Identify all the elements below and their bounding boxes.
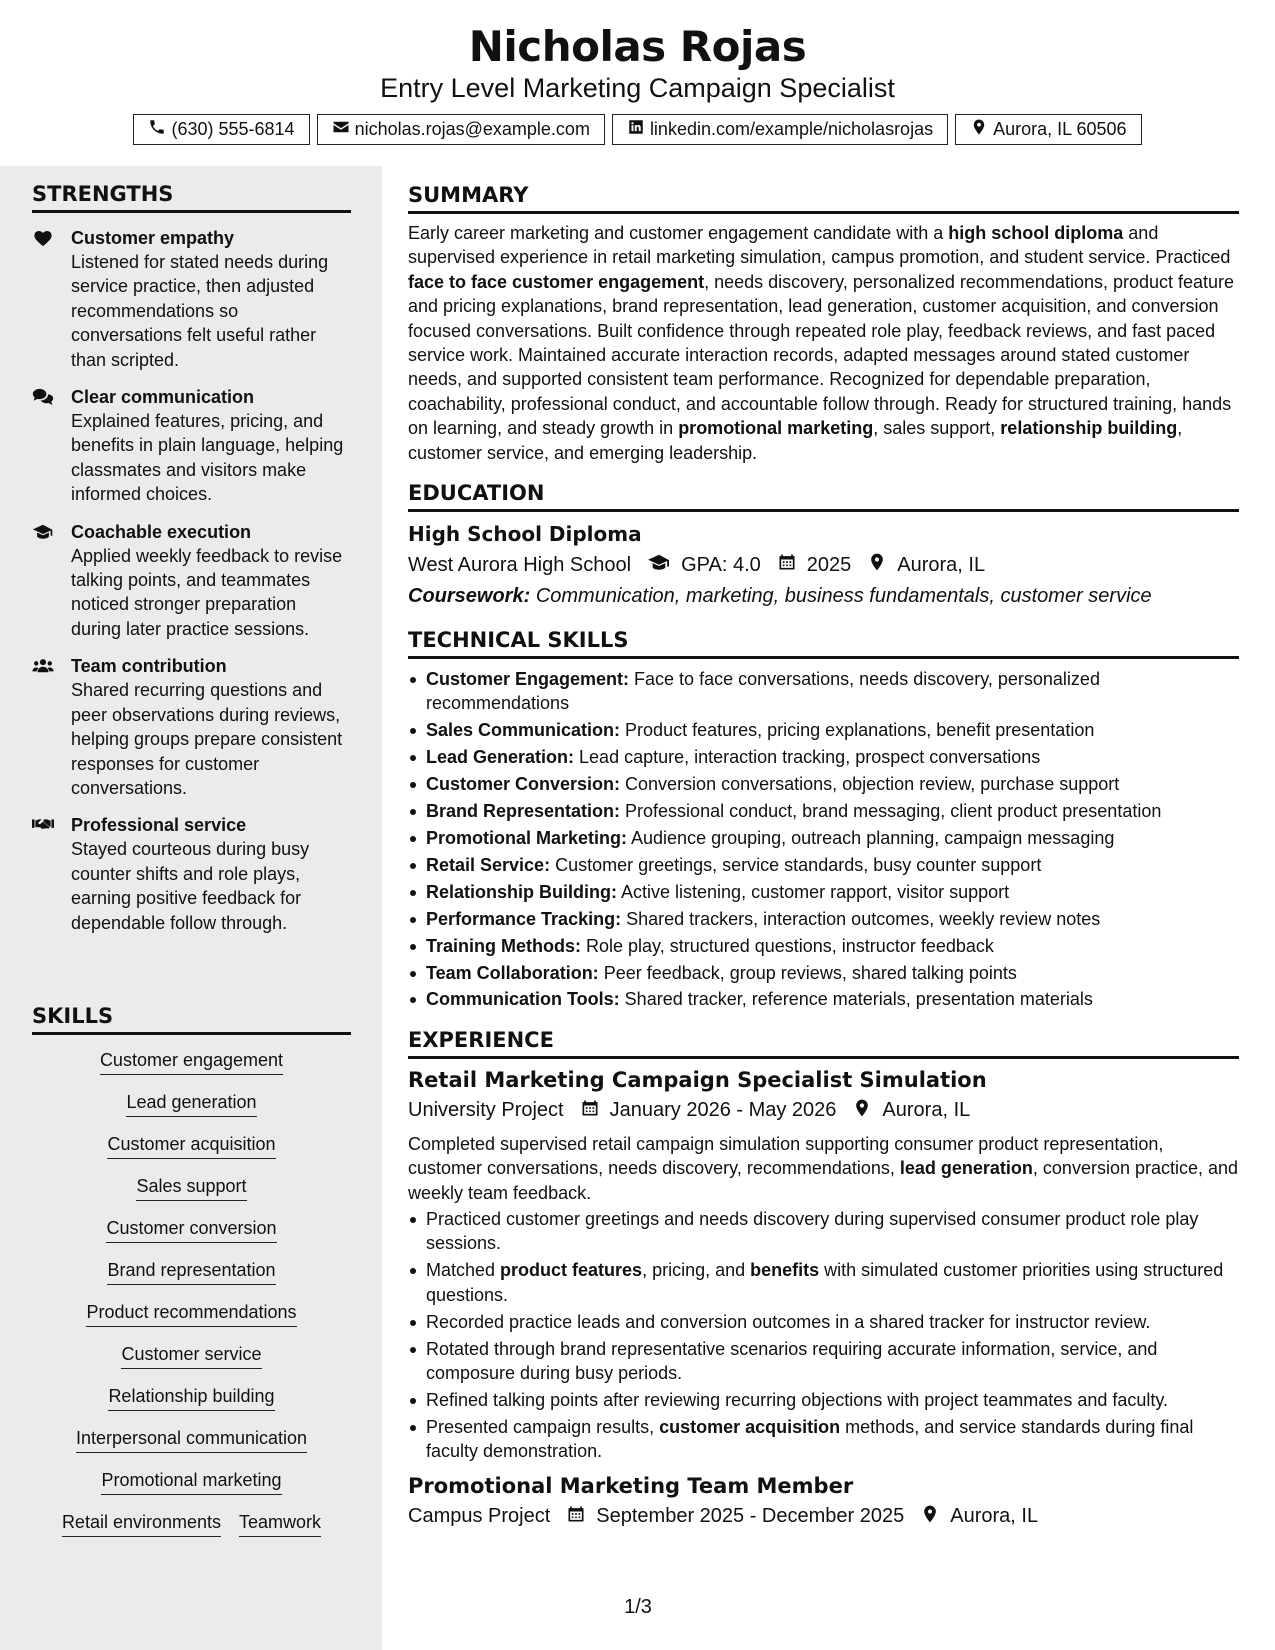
strength-item bbox=[32, 385, 351, 507]
technical-skill-item bbox=[408, 934, 1239, 958]
contact-linkedin-text: linkedin.com/example/nicholasrojas bbox=[649, 119, 934, 139]
text-run: , sales support, bbox=[873, 418, 1001, 439]
technical-skill-text: Audience grouping, outreach planning, campaign messaging bbox=[627, 828, 1115, 848]
page-number: 1/3 bbox=[624, 1596, 652, 1618]
summary-heading: SUMMARY bbox=[408, 183, 1239, 214]
location-pin-icon bbox=[852, 1098, 872, 1124]
technical-skill-text: Role play, structured questions, instructor feedback bbox=[581, 935, 994, 956]
skill-tag: Retail environments bbox=[62, 1511, 221, 1537]
technical-skill-item bbox=[408, 987, 1239, 1011]
emphasis-text: lead generation bbox=[899, 1158, 1033, 1179]
phone-icon bbox=[148, 118, 166, 141]
contact-linkedin[interactable] bbox=[612, 114, 948, 145]
text-run: Early career marketing and customer engagement candidate with a bbox=[408, 223, 949, 243]
technical-skill-label: Brand Representation: bbox=[426, 801, 621, 822]
contact-location bbox=[955, 114, 1141, 145]
job-org: Campus Project bbox=[408, 1505, 551, 1528]
technical-skill-item bbox=[408, 772, 1239, 796]
graduation-cap-icon bbox=[647, 552, 671, 578]
technical-skill-text: Face to face conversations, needs discovery, personalized recommendations bbox=[426, 669, 1100, 714]
text-run: , needs discovery, personalized recommendations, product feature and pricing explanations, brand representation, lead generation, customer acquisition, and conversion focused conversations. Built confidence through repeated role play, feedback reviews, and fast paced service work. Maintained accurate interaction records, adapted messages around stated customer needs, and supported consistent team performance. Recognized for dependable preparation, coachability, professional conduct, and accountable follow through. Ready for structured training, hands on learning, and steady growth in bbox=[408, 271, 1235, 439]
skill-tag: Customer engagement bbox=[100, 1049, 283, 1075]
text-run: and supervised experience in retail marketing simulation, campus promotion, and student service. Practiced bbox=[408, 223, 1231, 268]
education-section bbox=[408, 481, 1239, 608]
technical-skills-section bbox=[408, 628, 1239, 1012]
job-entry bbox=[408, 1068, 1239, 1464]
emphasis-text: face to face customer engagement bbox=[408, 271, 705, 292]
degree-title: High School Diploma bbox=[408, 522, 642, 547]
emphasis-text: high school diploma bbox=[948, 223, 1124, 243]
strength-item bbox=[32, 226, 351, 372]
skill-tag: Sales support bbox=[136, 1175, 246, 1201]
envelope-icon bbox=[332, 118, 350, 141]
job-title: Promotional Marketing Team Member bbox=[408, 1473, 854, 1498]
skill-tag: Interpersonal communication bbox=[76, 1427, 307, 1453]
strength-title: Customer empathy bbox=[71, 228, 235, 248]
text-run: , conversion practice, and weekly team feedback. bbox=[408, 1158, 1239, 1203]
job-dates: January 2026 - May 2026 bbox=[609, 1099, 837, 1122]
graduation-cap-icon bbox=[32, 522, 54, 541]
skill-tag: Customer acquisition bbox=[107, 1133, 275, 1159]
job-location: Aurora, IL bbox=[950, 1505, 1039, 1528]
technical-skills-heading: TECHNICAL SKILLS bbox=[408, 628, 1239, 659]
text-run: , customer service, and emerging leadership. bbox=[408, 418, 1183, 463]
technical-skill-text: Professional conduct, brand messaging, client product presentation bbox=[620, 801, 1162, 822]
gpa: GPA: 4.0 bbox=[681, 553, 761, 576]
job-bullet bbox=[408, 1310, 1239, 1334]
skill-tag: Product recommendations bbox=[86, 1301, 296, 1327]
technical-skill-label: Promotional Marketing: bbox=[426, 828, 628, 848]
technical-skill-label: Training Methods: bbox=[426, 935, 581, 956]
skills-list bbox=[32, 1049, 351, 1537]
text-run: Rotated through brand representative scenarios requiring accurate information, service, and composure during busy periods. bbox=[426, 1338, 1158, 1383]
text-run: , pricing, and bbox=[642, 1260, 751, 1281]
emphasis-text: promotional marketing bbox=[678, 418, 874, 439]
contact-email-text: nicholas.rojas@example.com bbox=[354, 119, 590, 139]
calendar-icon bbox=[777, 552, 797, 578]
technical-skill-label: Retail Service: bbox=[426, 854, 551, 875]
technical-skill-label: Team Collaboration: bbox=[426, 962, 599, 983]
text-run: Completed supervised retail campaign simulation supporting consumer product representation, customer conversations, needs discovery, recommendations, bbox=[408, 1133, 1164, 1179]
text-run: Matched bbox=[426, 1260, 501, 1281]
location-pin-icon bbox=[970, 118, 988, 141]
strength-title: Clear communication bbox=[71, 387, 255, 408]
strength-desc: Applied weekly feedback to revise talking points, and teammates noticed stronger preparation during later practice sessions. bbox=[71, 545, 343, 639]
text-run: Recorded practice leads and conversion outcomes in a shared tracker for instructor review. bbox=[426, 1311, 1151, 1332]
technical-skill-item bbox=[408, 826, 1239, 850]
job-bullet bbox=[408, 1415, 1239, 1464]
summary-section bbox=[408, 183, 1239, 465]
job-meta bbox=[408, 1098, 1239, 1124]
summary-text bbox=[408, 221, 1239, 465]
skills-heading: SKILLS bbox=[32, 1004, 351, 1035]
technical-skill-label: Communication Tools: bbox=[426, 989, 620, 1010]
technical-skill-text: Shared tracker, reference materials, presentation materials bbox=[619, 989, 1093, 1010]
job-org: University Project bbox=[408, 1099, 564, 1122]
skill-tag: Brand representation bbox=[107, 1259, 275, 1285]
candidate-name: Nicholas Rojas bbox=[468, 22, 807, 71]
coursework-text: Communication, marketing, business fundamentals, customer service bbox=[535, 585, 1152, 608]
comments-icon bbox=[32, 387, 54, 406]
experience-heading: EXPERIENCE bbox=[408, 1028, 1239, 1059]
school-name: West Aurora High School bbox=[408, 553, 632, 576]
job-bullet bbox=[408, 1388, 1239, 1412]
main-content bbox=[408, 166, 1239, 1530]
candidate-title: Entry Level Marketing Campaign Specialist bbox=[380, 73, 895, 103]
job-location: Aurora, IL bbox=[882, 1099, 971, 1122]
technical-skill-label: Customer Conversion: bbox=[426, 774, 621, 795]
text-run: with simulated customer priorities using structured questions. bbox=[426, 1260, 1224, 1305]
strengths-heading: STRENGTHS bbox=[32, 182, 351, 213]
contact-phone[interactable] bbox=[133, 114, 309, 145]
technical-skill-label: Performance Tracking: bbox=[426, 908, 622, 929]
sidebar bbox=[0, 166, 382, 1650]
coursework bbox=[408, 585, 1239, 608]
strength-desc: Explained features, pricing, and benefits in plain language, helping classmates and visitors make informed choices. bbox=[71, 411, 344, 505]
location-pin-icon bbox=[920, 1504, 940, 1530]
technical-skill-text: Shared trackers, interaction outcomes, weekly review notes bbox=[621, 908, 1101, 929]
job-bullet bbox=[408, 1337, 1239, 1386]
skill-tag: Teamwork bbox=[239, 1511, 321, 1537]
strength-desc: Stayed courteous during busy counter shifts and role plays, earning positive feedback for dependable follow through. bbox=[71, 839, 310, 933]
education-heading: EDUCATION bbox=[408, 481, 1239, 512]
heart-icon bbox=[32, 228, 54, 247]
emphasis-text: product features bbox=[500, 1260, 643, 1281]
resume-header bbox=[0, 0, 1275, 166]
job-bullets bbox=[408, 1207, 1239, 1464]
skill-tag: Customer service bbox=[121, 1343, 261, 1369]
technical-skill-item bbox=[408, 667, 1239, 716]
contact-bar bbox=[0, 114, 1275, 145]
technical-skill-text: Conversion conversations, objection review, purchase support bbox=[620, 774, 1120, 795]
technical-skill-label: Customer Engagement: bbox=[426, 669, 630, 690]
technical-skill-item bbox=[408, 880, 1239, 904]
technical-skill-item bbox=[408, 853, 1239, 877]
strengths-section bbox=[32, 182, 351, 935]
strength-title: Coachable execution bbox=[71, 521, 252, 542]
school-location: Aurora, IL bbox=[897, 553, 986, 576]
calendar-icon bbox=[580, 1098, 600, 1124]
emphasis-text: customer acquisition bbox=[659, 1416, 841, 1437]
technical-skill-text: Customer greetings, service standards, busy counter support bbox=[550, 854, 1042, 875]
strength-item bbox=[32, 654, 351, 800]
job-bullet bbox=[408, 1207, 1239, 1256]
technical-skill-label: Relationship Building: bbox=[426, 881, 617, 902]
technical-skills-list bbox=[408, 667, 1239, 1012]
skills-section bbox=[32, 1004, 351, 1537]
text-run: Refined talking points after reviewing recurring objections with project teammates and faculty. bbox=[426, 1389, 1169, 1410]
technical-skill-text: Peer feedback, group reviews, shared talking points bbox=[598, 962, 1017, 983]
technical-skill-item bbox=[408, 745, 1239, 769]
skill-tag: Relationship building bbox=[108, 1385, 274, 1411]
graduation-year: 2025 bbox=[806, 553, 852, 576]
education-meta bbox=[408, 552, 1239, 578]
text-run: Practiced customer greetings and needs discovery during supervised consumer product role play sessions. bbox=[426, 1209, 1199, 1254]
strength-title: Professional service bbox=[71, 815, 247, 836]
contact-phone-text: (630) 555-6814 bbox=[171, 119, 295, 139]
technical-skill-label: Lead Generation: bbox=[426, 747, 575, 768]
calendar-icon bbox=[566, 1504, 586, 1530]
skill-tag: Promotional marketing bbox=[101, 1469, 281, 1495]
job-entry bbox=[408, 1474, 1239, 1530]
contact-location-text: Aurora, IL 60506 bbox=[993, 119, 1127, 139]
skill-tag: Lead generation bbox=[126, 1091, 256, 1117]
coursework-label: Coursework: bbox=[408, 585, 531, 608]
emphasis-text: benefits bbox=[750, 1260, 820, 1281]
text-run: Presented campaign results, bbox=[426, 1416, 660, 1437]
contact-email[interactable] bbox=[317, 114, 605, 145]
text-run: methods, and service standards during final faculty demonstration. bbox=[426, 1416, 1194, 1462]
skill-tag: Customer conversion bbox=[106, 1217, 276, 1243]
job-title: Retail Marketing Campaign Specialist Simulation bbox=[408, 1067, 987, 1092]
technical-skill-text: Product features, pricing explanations, benefit presentation bbox=[620, 720, 1095, 741]
users-icon bbox=[32, 656, 54, 675]
handshake-icon bbox=[32, 815, 54, 834]
job-dates: September 2025 - December 2025 bbox=[596, 1505, 905, 1528]
job-bullet bbox=[408, 1258, 1239, 1307]
technical-skill-item bbox=[408, 907, 1239, 931]
technical-skill-label: Sales Communication: bbox=[426, 720, 621, 741]
technical-skill-item bbox=[408, 799, 1239, 823]
strength-item bbox=[32, 813, 351, 935]
technical-skill-item bbox=[408, 718, 1239, 742]
technical-skill-item bbox=[408, 961, 1239, 985]
job-description bbox=[408, 1132, 1239, 1205]
job-meta bbox=[408, 1504, 1239, 1530]
strength-title: Team contribution bbox=[71, 656, 227, 677]
technical-skill-text: Lead capture, interaction tracking, prospect conversations bbox=[574, 747, 1041, 768]
strength-desc: Listened for stated needs during service practice, then adjusted recommendations so conversations felt useful rather than scripted. bbox=[71, 252, 329, 370]
linkedin-icon bbox=[627, 118, 645, 141]
experience-section bbox=[408, 1028, 1239, 1530]
technical-skill-text: Active listening, customer rapport, visitor support bbox=[617, 881, 1010, 902]
strength-item bbox=[32, 520, 351, 642]
location-pin-icon bbox=[867, 552, 887, 578]
emphasis-text: relationship building bbox=[1000, 418, 1178, 439]
strength-desc: Shared recurring questions and peer observations during reviews, helping groups prepare consistent responses for customer conversations. bbox=[71, 680, 343, 798]
